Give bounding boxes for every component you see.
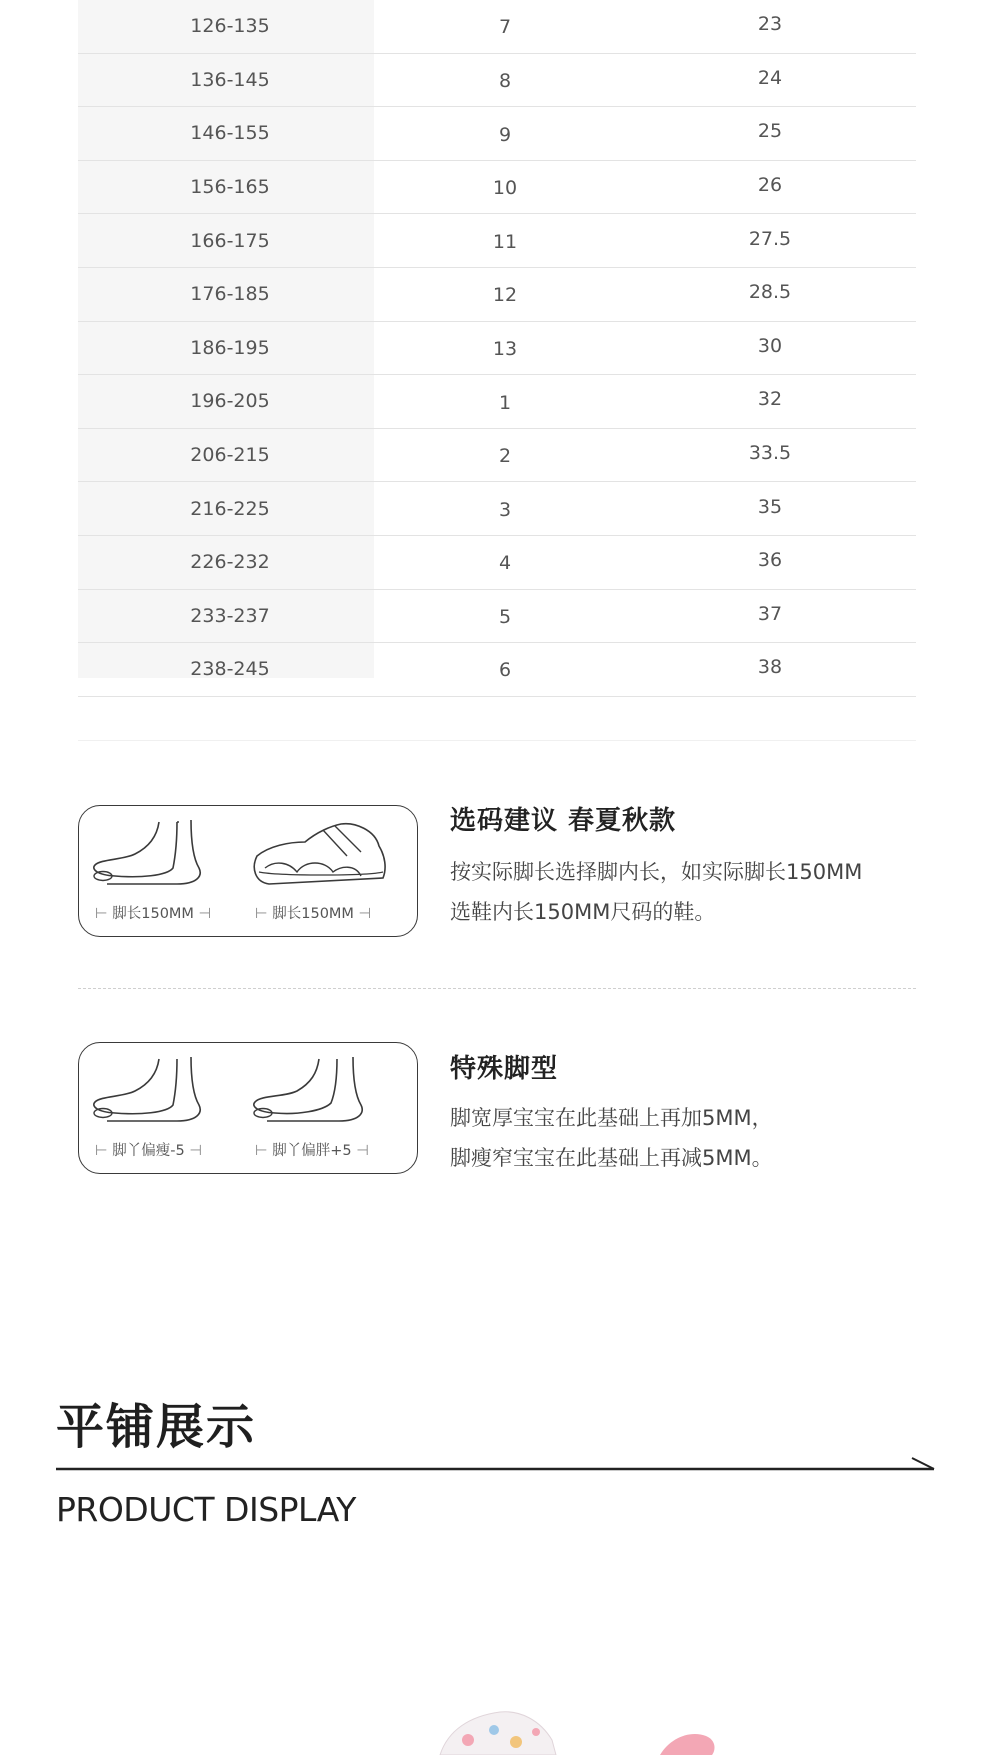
foot-length-cell: 226-232 <box>190 551 270 574</box>
table-row <box>78 54 916 108</box>
us-size-cell: 10 <box>492 177 518 200</box>
us-size-cell: 9 <box>498 123 512 146</box>
size-tip-line-1: 按实际脚长选择脚内长，如实际脚长150MM <box>450 860 863 884</box>
foot-length-cell: 216-225 <box>190 497 270 520</box>
table-row <box>78 322 916 376</box>
us-size-cell: 8 <box>498 69 512 92</box>
table-row <box>78 536 916 590</box>
table-row <box>78 268 916 322</box>
us-size-cell: 1 <box>498 391 512 414</box>
foot-length-cell: 233-237 <box>190 604 270 627</box>
foot-length-cell: 206-215 <box>190 444 270 467</box>
table-row <box>78 643 916 697</box>
foot-length-cell: 156-165 <box>190 176 270 199</box>
eu-size-cell: 23 <box>757 13 783 36</box>
eu-size-cell: 27.5 <box>748 227 792 250</box>
table-row <box>78 429 916 483</box>
table-row <box>78 107 916 161</box>
wide-foot-label: ⊢ 脚丫偏胖+5 ⊣ <box>255 1143 369 1159</box>
table-row <box>78 375 916 429</box>
eu-size-cell: 26 <box>757 173 783 196</box>
sneaker-icon <box>254 824 385 884</box>
slim-foot-label: ⊢ 脚丫偏瘦-5 ⊣ <box>95 1143 202 1159</box>
section-title: 平铺展示 <box>56 1399 257 1455</box>
size-tip-title: 选码建议 春夏秋款 <box>450 806 677 836</box>
us-size-cell: 11 <box>492 230 518 253</box>
foot-length-cell: 196-205 <box>190 390 270 413</box>
us-size-cell: 2 <box>498 445 512 468</box>
eu-size-cell: 33.5 <box>748 441 792 464</box>
table-row <box>78 214 916 268</box>
special-foot-line-1: 脚宽厚宝宝在此基础上再加5MM， <box>450 1106 773 1130</box>
eu-size-cell: 24 <box>757 66 783 89</box>
table-row <box>78 0 916 54</box>
foot-length-cell: 238-245 <box>190 658 270 681</box>
eu-size-cell: 35 <box>757 495 783 518</box>
us-size-cell: 6 <box>498 659 512 682</box>
special-foot-line-2: 脚瘦窄宝宝在此基础上再减5MM。 <box>450 1146 773 1170</box>
us-size-cell: 12 <box>492 284 518 307</box>
size-tip-line-2: 选鞋内长150MM尺码的鞋。 <box>450 900 716 924</box>
special-foot-title: 特殊脚型 <box>450 1054 559 1084</box>
eu-size-cell: 36 <box>757 549 783 572</box>
us-size-cell: 4 <box>498 552 512 575</box>
wide-foot-icon <box>254 1057 362 1121</box>
foot-length-label-left: ⊢ 脚长150MM ⊣ <box>95 906 212 922</box>
table-row <box>78 161 916 215</box>
special-foot-illustration <box>78 1042 418 1174</box>
size-tip-illustration <box>78 805 418 937</box>
table-bottom-rule <box>78 740 916 741</box>
eu-size-cell: 25 <box>757 120 783 143</box>
foot-length-cell: 186-195 <box>190 336 270 359</box>
foot-length-cell: 136-145 <box>190 68 270 91</box>
foot-length-label-right: ⊢ 脚长150MM ⊣ <box>255 906 372 922</box>
eu-size-cell: 38 <box>757 656 783 679</box>
us-size-cell: 7 <box>498 16 512 39</box>
table-row <box>78 482 916 536</box>
foot-length-cell: 146-155 <box>190 122 270 145</box>
foot-length-cell: 166-175 <box>190 229 270 252</box>
product-photo <box>0 1680 990 1755</box>
foot-length-cell: 126-135 <box>190 15 270 38</box>
eu-size-cell: 32 <box>757 388 783 411</box>
us-size-cell: 5 <box>498 605 512 628</box>
us-size-cell: 3 <box>498 498 512 521</box>
foot-length-cell: 176-185 <box>190 283 270 306</box>
eu-size-cell: 28.5 <box>748 281 792 304</box>
us-size-cell: 13 <box>492 337 518 360</box>
eu-size-cell: 30 <box>757 334 783 357</box>
dashed-divider <box>78 988 916 989</box>
table-row <box>78 590 916 644</box>
eu-size-cell: 37 <box>757 602 783 625</box>
section-subtitle: PRODUCT DISPLAY <box>56 1490 356 1529</box>
size-table <box>78 0 916 697</box>
section-rule-arrow-icon <box>56 1455 940 1475</box>
size-rows <box>78 0 916 697</box>
